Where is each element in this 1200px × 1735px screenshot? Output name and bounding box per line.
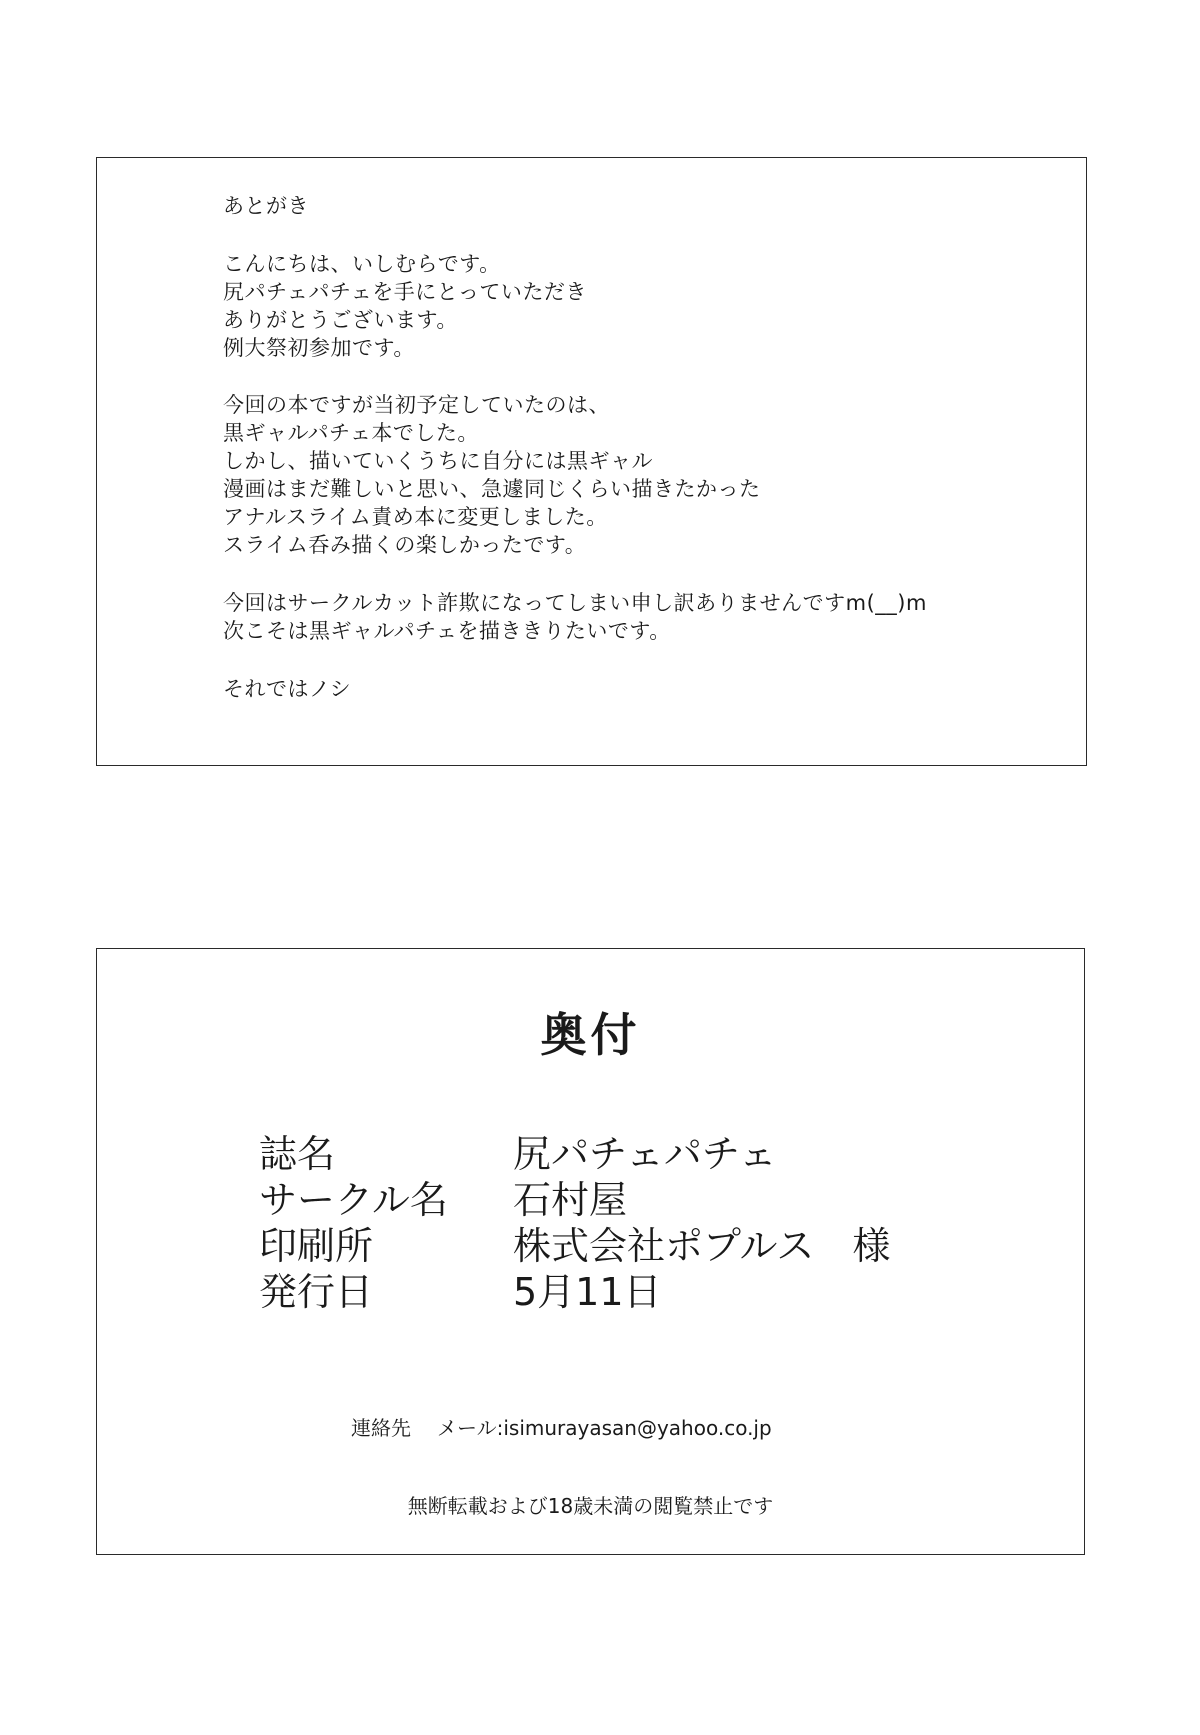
contact-email: メール:isimurayasan@yahoo.co.jp [437,1416,772,1440]
afterword-line: 今回はサークルカット詐欺になってしまい申し訳ありませんですm(__)m [223,591,927,615]
contact-label: 連絡先 [351,1416,411,1440]
publish-date-label: 発行日 [259,1270,374,1314]
afterword-line: 例大祭初参加です。 [223,336,415,360]
afterword-line: 次こそは黒ギャルパチェを描ききりたいです。 [223,619,671,643]
afterword-line: しかし、描いていくうちに自分には黒ギャル [223,449,653,473]
printer-value: 株式会社ポプルス 様 [513,1224,891,1268]
colophon-title: 奥付 [540,1008,641,1062]
afterword-line: 漫画はまだ難しいと思い、急遽同じくらい描きたかった [223,477,761,501]
contact-line [351,1412,772,1441]
magazine-name-value: 尻パチェパチェ [513,1132,777,1176]
afterword-line: アナルスライム責め本に変更しました。 [223,505,608,529]
afterword-line: 尻パチェパチェを手にとっていただき [223,280,587,304]
reproduction-notice: 無断転載および18歳未満の閲覧禁止です [407,1494,774,1518]
colophon-section [96,948,1085,1555]
afterword-section [96,157,1087,766]
printer-label: 印刷所 [259,1224,374,1268]
afterword-closing: それではノシ [223,677,352,701]
afterword-line: スライム呑み描くの楽しかったです。 [223,533,587,557]
afterword-line: 今回の本ですが当初予定していたのは、 [223,393,610,417]
circle-name-label: サークル名 [259,1178,448,1222]
magazine-name-label: 誌名 [259,1132,336,1176]
afterword-heading: あとがき [223,194,309,218]
afterword-line: 黒ギャルパチェ本でした。 [223,421,479,445]
afterword-line: ありがとうございます。 [223,308,458,332]
circle-name-value: 石村屋 [513,1178,628,1222]
publish-date-value: 5月11日 [513,1270,662,1314]
afterword-line: こんにちは、いしむらです。 [223,252,501,276]
